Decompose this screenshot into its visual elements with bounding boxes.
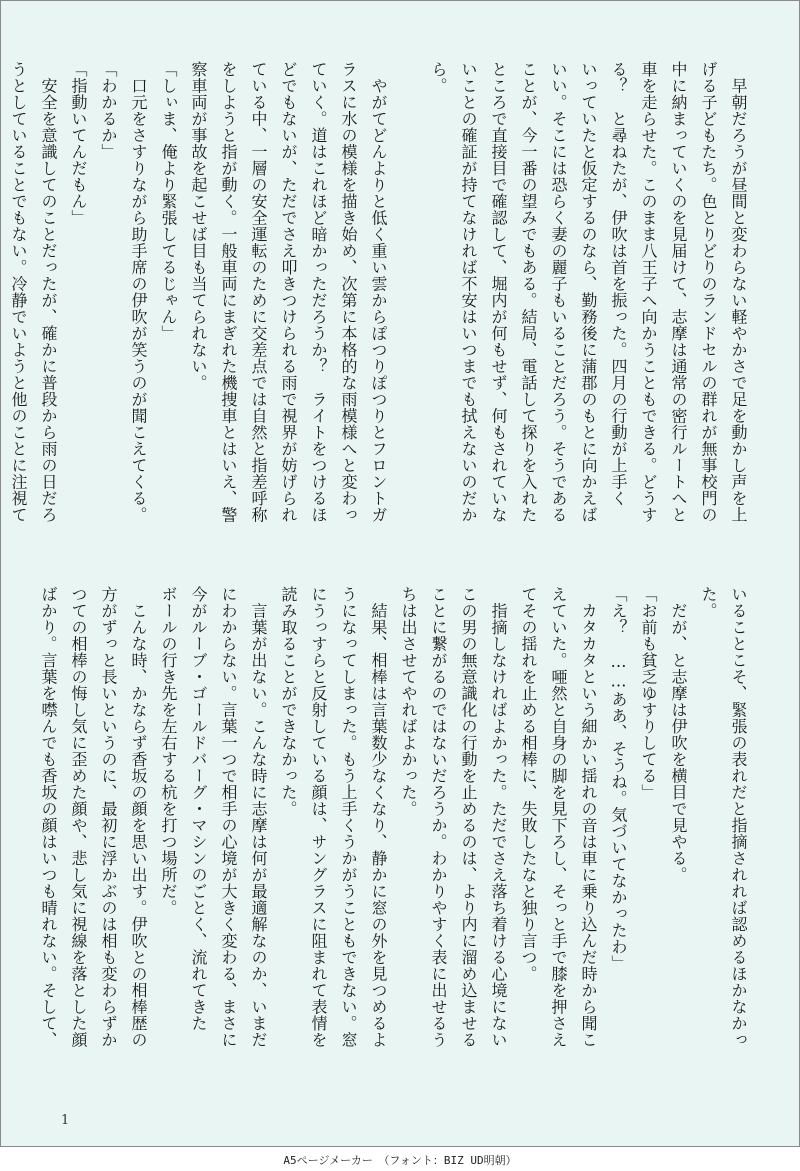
text-line: いっていたと仮定するのなら、勤務後に蒲郡のもとに向かえば: [579, 61, 598, 523]
text-line: た。: [699, 586, 718, 619]
text-line: つての相棒の悔し気に歪めた顔や、悲し気に視線を落とした顔: [69, 586, 88, 1048]
text-line: 車を走らせた。このまま八王子へ向かうこともできる。どうす: [639, 61, 658, 523]
text-line: げる子どもたち。色とりどりのランドセルの群れが無事校門の: [699, 61, 718, 523]
text-line: ばかり。言葉を噤んでも香坂の顔はいつも晴れない。そして、: [39, 586, 58, 1048]
page-number: 1: [61, 1113, 70, 1128]
text-line: いい。そこには恐らく妻の麗子もいることだろう。そうである: [549, 61, 568, 523]
text-line: うとしていることでもない。冷静でいようと他のことに注視て: [9, 61, 28, 523]
text-line: 安全を意識してのことだったが、確かに普段から雨の日だろ: [39, 61, 58, 523]
text-line: こんな時、かならず香坂の顔を思い出す。伊吹との相棒歴の: [129, 586, 148, 1048]
text-line: だが、と志摩は伊吹を横目で見やる。: [669, 586, 688, 883]
text-line: をしようと指が動く。一般車両にまぎれた機捜車とはいえ、警: [219, 61, 238, 523]
text-line: うになってしまった。もう上手くうかがうこともできない。窓: [339, 586, 358, 1048]
text-line: 中に納まっていくのを見届けて、志摩は通常の密行ルートへと: [669, 61, 688, 523]
text-line: 結果、相棒は言葉数少なくなり、静かに窓の外を見つめるよ: [369, 586, 388, 1048]
text-line: 早朝だろうが昼間と変わらない軽やかさで足を動かし声を上: [729, 61, 748, 523]
text-line: えていた。唖然と自身の脚を見下ろし、そっと手で膝を押さえ: [549, 586, 568, 1048]
text-line: 「しぃま、俺より緊張してるじゃん」: [159, 61, 178, 342]
footer-caption: A5ページメーカー （フォント：BIZ UD明朝）: [283, 1154, 517, 1167]
text-line: いることこそ、緊張の表れだと指摘されれば認めるほかなかっ: [729, 586, 748, 1048]
text-line: ていく。道はこれほど暗かっただろうか？ ライトをつけるほ: [309, 61, 328, 523]
text-line: にわからない。言葉一つで相手の心境が大きく変わる、まさに: [219, 586, 238, 1048]
text-line: ちは出させてやればよかった。: [399, 586, 418, 817]
text-line: 方がずっと長いというのに、最初に浮かぶのは相も変わらずか: [99, 586, 118, 1048]
text-line: てその揺れを止める相棒に、失敗したなと独り言つ。: [519, 586, 538, 982]
text-line: ボールの行き先を左右する杭を打つ場所だ。: [159, 586, 178, 916]
text-block-bottom: [41, 586, 753, 1066]
text-line: どでもないが、ただでさえ叩きつけられる雨で視界が妨げられ: [279, 61, 298, 523]
text-line: ラスに水の模様を描き始め、次第に本格的な雨模様へと変わっ: [339, 61, 358, 523]
text-line: やがてどんよりと低く重い雲からぽつりぽつりとフロントガ: [369, 61, 388, 523]
text-line: 口元をさすりながら助手席の伊吹が笑うのが聞こえてくる。: [129, 61, 148, 523]
text-line: ことに繋がるのではないだろうか。わかりやすく表に出せるう: [429, 586, 448, 1048]
text-line: 「指動いてんだもん」: [69, 61, 88, 226]
text-line: 指摘しなければよかった。ただでさえ落ち着ける心境にない: [489, 586, 508, 1048]
text-line: カタカタという細かい揺れの音は車に乗り込んだ時から聞こ: [579, 586, 598, 1048]
text-line: る？ と尋ねたが、伊吹は首を振った。四月の行動が上手く: [609, 61, 628, 507]
text-line: 「わかるか」: [99, 61, 118, 160]
text-line: いことの確証が持てなければ不安はいつまでも拭えないのだか: [459, 61, 478, 523]
text-line: 「え？ ……ああ、そうね。気づいてなかったわ」: [609, 586, 628, 972]
text-line: ている中、一層の安全運転のために交差点では自然と指差呼称: [249, 61, 268, 523]
text-line: 読み取ることができなかった。: [279, 586, 298, 817]
text-line: 今がルーブ・ゴールドバーグ・マシンのごとく、流れてきた: [189, 586, 208, 1032]
text-line: この男の無意識化の行動を止めるのは、より内に溜め込ませる: [459, 586, 478, 1048]
text-line: 察車両が事故を起こせば目も当てられない。: [189, 61, 208, 391]
text-block-top: [9, 61, 753, 541]
text-line: 「お前も貧乏ゆすりしてる」: [639, 586, 658, 801]
text-line: 言葉が出ない。こんな時に志摩は何が最適解なのか、いまだ: [249, 586, 268, 1048]
text-line: ことが、今一番の望みでもある。結局、電話して探りを入れた: [519, 61, 538, 523]
text-line: にうっすらと反射している顔は、サングラスに阻まれて表情を: [309, 586, 328, 1048]
text-line: [393, 61, 423, 541]
text-line: ところで直接目で確認して、堀内が何もせず、何もされていな: [489, 61, 508, 523]
text-line: ら。: [429, 61, 448, 94]
